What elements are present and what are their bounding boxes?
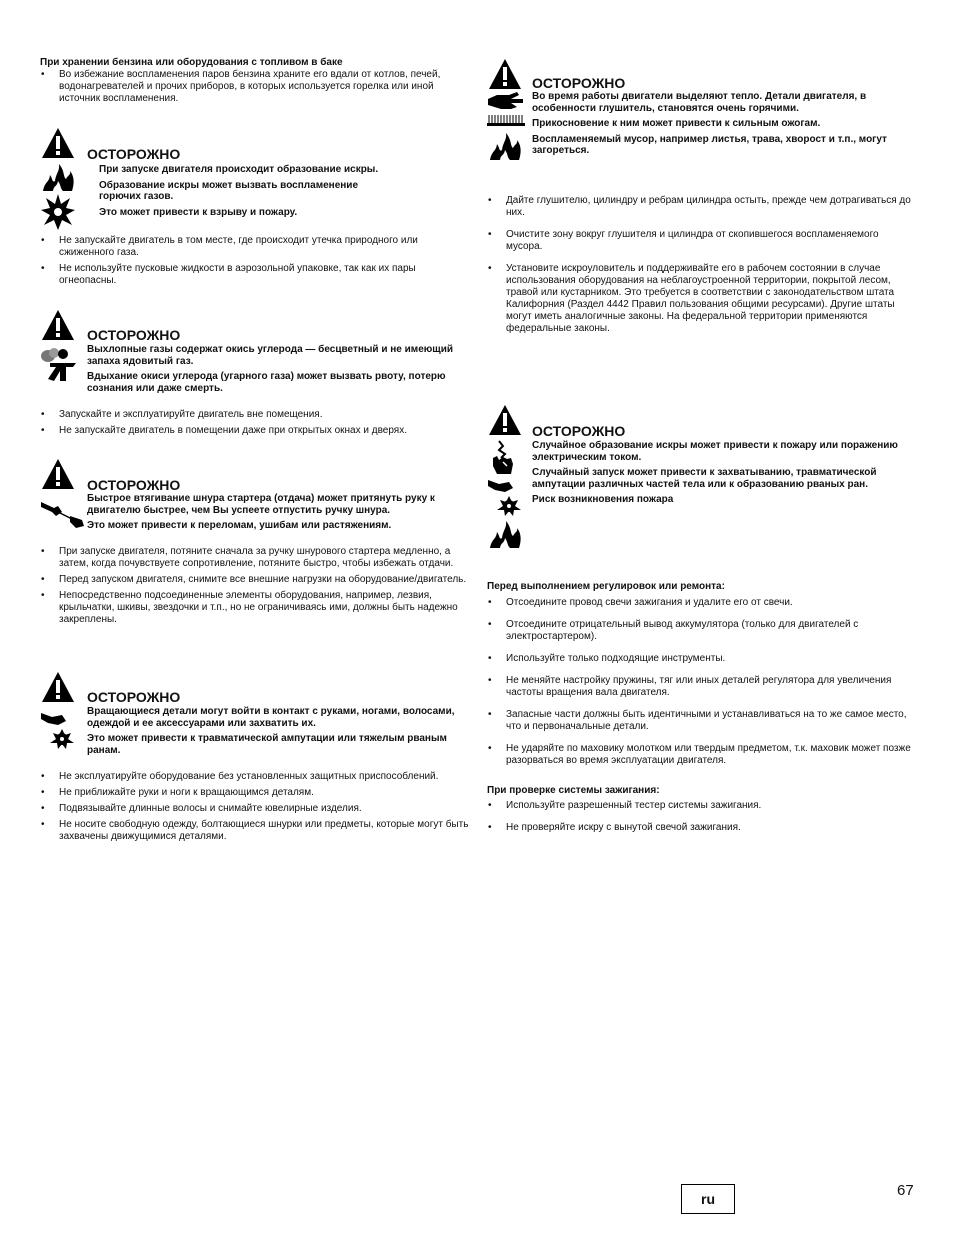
- warning-line: Это может привести к взрыву и пожару.: [99, 206, 298, 218]
- explosion-icon: [40, 193, 76, 231]
- alert-triangle-icon: [487, 58, 523, 90]
- warning-title: ОСТОРОЖНО: [87, 477, 181, 493]
- fire-icon: [40, 163, 76, 193]
- alert-triangle-icon: [40, 458, 76, 490]
- warning-title: ОСТОРОЖНО: [532, 423, 626, 439]
- heat-fins-icon: [487, 114, 525, 126]
- list-item: • Непосредственно подсоединенные элементы оборудования, например, лезвия, крыльчатки, шкивы, звездочки и т.п., но не ограничиваясь ими, должны быть надежно закреплены.: [40, 590, 470, 626]
- list-item: • Не приближайте руки и ноги к вращающимся деталям.: [40, 787, 470, 799]
- warning-line: Риск возникновения пожара: [532, 494, 674, 505]
- warning-line: При запуске двигателя происходит образование искры.: [99, 164, 379, 175]
- hot-surface-bullets: [487, 195, 917, 335]
- warning-text: [87, 344, 472, 398]
- list-item: • Запускайте и эксплуатируйте двигатель вне помещения.: [40, 409, 470, 421]
- entanglement-icon: [487, 476, 523, 516]
- warning-text: [532, 91, 917, 161]
- warning-title: ОСТОРОЖНО: [87, 689, 181, 705]
- warning-text: [87, 493, 472, 536]
- warning-line: Образование искры может вызвать воспламенение горючих газов.: [99, 179, 359, 202]
- co-bullets: [40, 409, 470, 437]
- list-item: • Дайте глушителю, цилиндру и ребрам цилиндра остыть, прежде чем дотрагиваться до них.: [487, 195, 917, 219]
- kickback-hand-icon: [40, 498, 86, 530]
- warning-line: Вдыхание окиси углерода (угарного газа) может вызвать рвоту, потерю сознания или даже смерть.: [87, 371, 446, 394]
- warning-line: Случайное образование искры может привести к пожару или поражению электрическим током.: [532, 440, 898, 463]
- repair-section: [487, 581, 917, 767]
- warning-line: Прикосновение к ним может привести к сильным ожогам.: [532, 118, 821, 129]
- warning-title: ОСТОРОЖНО: [532, 75, 626, 91]
- list-item: • Подвязывайте длинные волосы и снимайте ювелирные изделия.: [40, 803, 470, 815]
- alert-triangle-icon: [40, 127, 76, 159]
- warning-line: Во время работы двигатели выделяют тепло. Детали двигателя, в особенности глушитель, становятся очень горячими.: [532, 91, 867, 114]
- list-item: • Не запускайте двигатель в помещении даже при открытых окнах и дверях.: [40, 425, 470, 437]
- spark-bullets: [40, 235, 470, 287]
- list-item: • Не проверяйте искру с вынутой свечой зажигания.: [487, 822, 917, 834]
- list-item: • Не меняйте настройку пружины, тяг или иных деталей регулятора для увеличения частоты вращения вала двигателя.: [487, 675, 917, 699]
- warning-line: Случайный запуск может привести к захватыванию, травматической ампутации различных частей тела или к образованию рваных ран.: [532, 467, 877, 490]
- warning-line: Воспламеняемый мусор, например листья, трава, хворост и т.п., могут загореться.: [532, 133, 887, 156]
- fire-icon: [487, 520, 523, 550]
- toxic-gas-icon: [40, 347, 76, 383]
- list-item: • Отсоедините провод свечи зажигания и удалите его от свечи.: [487, 597, 917, 609]
- storage-heading: При хранении бензина или оборудования с топливом в баке: [40, 57, 343, 68]
- list-item: • При запуске двигателя, потяните сначала за ручку шнурового стартера медленно, а затем, когда почувствуете сопротивление, потяните быстро, чтобы избежать отдачи.: [40, 546, 470, 570]
- list-item: • Не носите свободную одежду, болтающиеся шнурки или предметы, которые могут быть захвачены движущимися деталями.: [40, 819, 470, 843]
- electric-shock-icon: [487, 440, 517, 476]
- warning-line: Это может привести к травматической ампутации или тяжелым рваным ранам.: [87, 733, 447, 756]
- warning-line: Вращающиеся детали могут войти в контакт с руками, ногами, волосами, одеждой и ее аксессуарами или захватить их.: [87, 706, 455, 729]
- warning-text: [87, 706, 472, 760]
- warning-line: Выхлопные газы содержат окись углерода — бесцветный и не имеющий запаха ядовитый газ.: [87, 344, 454, 367]
- kickback-bullets: [40, 546, 470, 626]
- list-item: • Во избежание воспламенения паров бензина храните его вдали от котлов, печей, водонагревателей и прочих приборов, в которых используется горелка или иной источник воспламенения.: [40, 69, 470, 105]
- ignition-heading: При проверке системы зажигания:: [487, 785, 660, 796]
- list-item: • Не запускайте двигатель в том месте, где происходит утечка природного или сжиженного газа.: [40, 235, 470, 259]
- list-item: • Отсоедините отрицательный вывод аккумулятора (только для двигателей с электростартером).: [487, 619, 917, 643]
- list-item: • Используйте только подходящие инструменты.: [487, 653, 917, 665]
- alert-triangle-icon: [40, 309, 76, 341]
- list-item: • Перед запуском двигателя, снимите все внешние нагрузки на оборудование/двигатель.: [40, 574, 470, 586]
- warning-line: Это может привести к переломам, ушибам или растяжениям.: [87, 520, 392, 531]
- warning-title: ОСТОРОЖНО: [87, 146, 181, 162]
- list-item: • Установите искроуловитель и поддерживайте его в рабочем состоянии в случае использования оборудования на неблагоустроенной территории, покрытой лесом, травой или кустарником. Это требуется в соответствии с законодательством штата Калифорния (Раздел 4442 Правил пользования общими ресурсами). Другие штаты могут иметь аналогичные законы. На федеральной территории применяются федеральные законы.: [487, 263, 917, 335]
- list-item: • Не используйте пусковые жидкости в аэрозольной упаковке, так как их пары огнеопасны.: [40, 263, 470, 287]
- ignition-section: [487, 785, 917, 834]
- warning-line: Быстрое втягивание шнура стартера (отдача) может притянуть руку к двигателю быстрее, чем Вы успеете отпустить ручку шнура.: [87, 493, 435, 516]
- fire-icon: [487, 132, 523, 162]
- repair-bullets: [487, 597, 917, 767]
- hot-surface-hand-icon: [487, 91, 525, 111]
- storage-bullets: [40, 69, 470, 105]
- list-item: • Очистите зону вокруг глушителя и цилиндра от скопившегося воспламеняемого мусора.: [487, 229, 917, 253]
- warning-text: [532, 440, 917, 510]
- warning-text: [99, 164, 399, 222]
- list-item: • Не ударяйте по маховику молотком или твердым предметом, т.к. маховик может позже разорваться во время эксплуатации двигателя.: [487, 743, 917, 767]
- language-code-box: ru: [681, 1184, 735, 1214]
- repair-heading: Перед выполнением регулировок или ремонта:: [487, 581, 725, 592]
- alert-triangle-icon: [487, 404, 523, 436]
- rotating-bullets: [40, 771, 470, 843]
- warning-title: ОСТОРОЖНО: [87, 327, 181, 343]
- entanglement-icon: [40, 709, 76, 749]
- storage-section: [40, 57, 470, 105]
- ignition-bullets: [487, 800, 917, 834]
- alert-triangle-icon: [40, 671, 76, 703]
- list-item: • Не эксплуатируйте оборудование без установленных защитных приспособлений.: [40, 771, 470, 783]
- list-item: • Запасные части должны быть идентичными и устанавливаться на то же самое место, что и первоначальные детали.: [487, 709, 917, 733]
- list-item: • Используйте разрешенный тестер системы зажигания.: [487, 800, 917, 812]
- page-number: 67: [897, 1182, 914, 1199]
